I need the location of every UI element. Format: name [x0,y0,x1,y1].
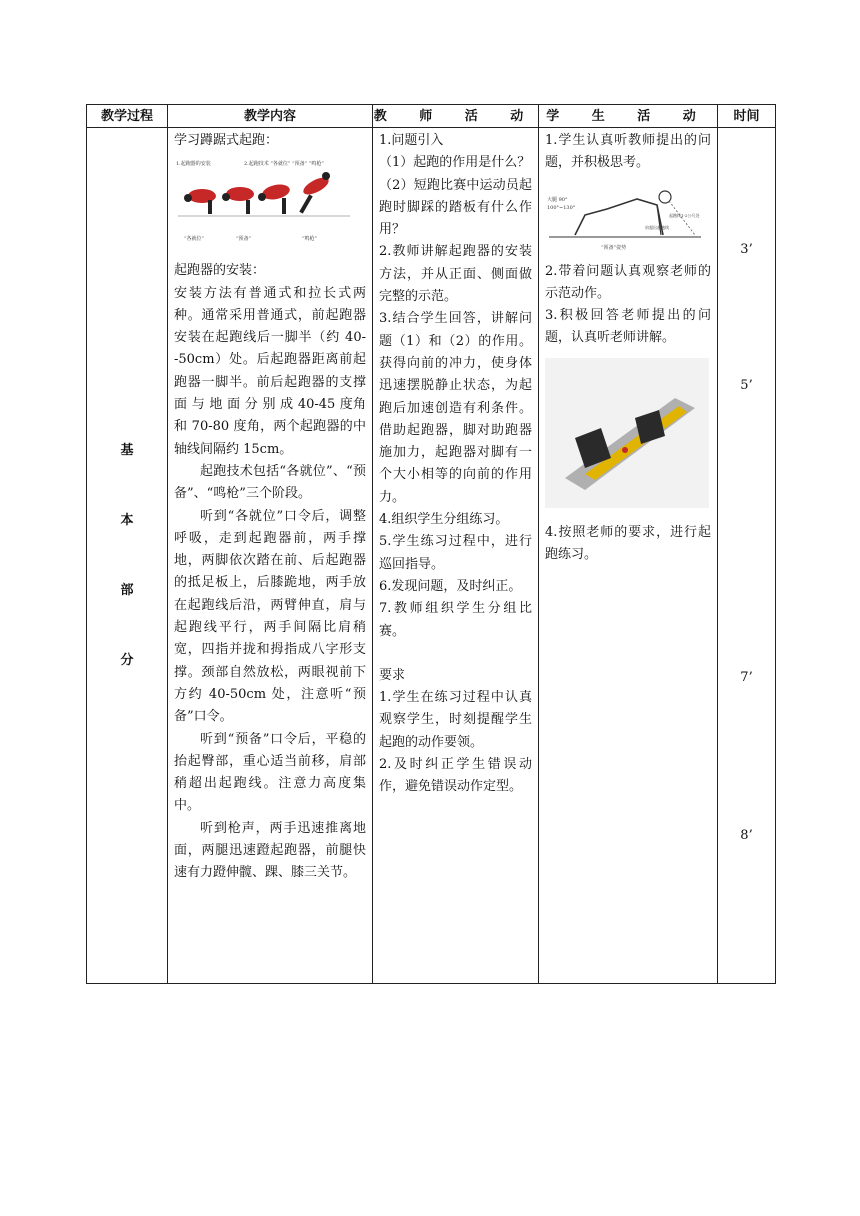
header-content: 教学内容 [168,105,373,128]
section-label [87,128,168,984]
starting-block-photo [545,358,709,508]
install-title: 起跑器的安装： [174,263,266,279]
teacher-line: 3.结合学生回答，讲解问题（1）和（2）的作用。获得向前的冲力，使身体迅速摆脱静止状态，为起跑后加速创造有利条件。借助起跑器，脚对助跑器施加力，起跑器对脚有一个大小相等的向前的作用力。 [379,311,532,505]
tech-paragraph: 听到“各就位”口令后，调整呼吸，走到起跑器前，两手撑地，两脚依次踏在前、后起跑器的抵足板上，后膝跪地，两手放在起跑线后沿，两臂伸直，肩与起跑线平行，两手间隔比肩稍宽，四指并拢和拇指成八字形支撑。颈部自然放松，两眼视前下方约 40-50cm 处，注意听“预备”口令。 [174,508,366,725]
requirements-title: 要求 [379,667,406,683]
time-value: 3’ [740,242,753,257]
fig-label: 起跑线1-2公尺处 [669,212,700,218]
tech-paragraph: 起跑技术包括“各就位”、“预备”、“鸣枪”三个阶段。 [174,463,366,502]
student-line: 3.积极回答老师提出的问题，认真听老师讲解。 [545,308,711,346]
teacher-cell [373,128,539,984]
header-time: 时间 [718,105,776,128]
tech-paragraph: 听到“预备”口令后，平稳的抬起臀部，重心适当前移，肩部稍超出起跑线。注意力高度集中。 [174,731,366,814]
student-line: 1.学生认真听教师提出的问题，并积极思考。 [545,133,711,171]
header-process: 教学过程 [87,105,168,128]
lesson-plan-table [86,104,776,984]
sprint-start-figure [174,156,354,252]
section-char: 分 [120,652,134,668]
time-value: 5’ [740,378,753,393]
time-value: 8’ [740,828,753,843]
fig-label: “预备” [236,236,252,243]
teacher-line: （1）起跑的作用是什么？ [379,155,531,171]
content-cell [168,128,373,984]
time-cell [718,128,776,984]
fig-label: 100°~130° [547,204,576,211]
header-row [87,105,776,128]
fig-label: “预备”姿势 [601,244,627,251]
teacher-line: （2）短跑比赛中运动员起跑时脚踩的踏板有什么作用？ [379,177,532,238]
fig-label: “鸣枪” [302,236,318,243]
section-char: 部 [120,582,134,598]
header-student: 学 生 活 动 [539,105,718,128]
fig-label: 大腿 90° [547,196,568,203]
fig-label: 2.起跑技术 “各就位” “预备” “鸣枪” [244,161,324,168]
student-line: 2.带着问题认真观察老师的示范动作。 [545,263,711,301]
set-position-figure [545,179,705,253]
fig-label: 1.起跑器的安装 [176,161,211,168]
student-line: 4.按照老师的要求，进行起跑练习。 [545,524,711,563]
teacher-line: 2.教师讲解起跑器的安装方法，并从正面、侧面做完整的示范。 [379,244,532,305]
header-teacher: 教 师 活 动 [373,105,539,128]
teacher-line: 7.教师组织学生分组比赛。 [379,601,532,639]
student-cell [539,128,718,984]
section-char: 基 [120,442,134,458]
requirement-line: 2.及时纠正学生错误动作，避免错误动作定型。 [379,757,532,795]
teacher-line: 1.问题引入 [379,133,444,148]
teacher-line: 6.发现问题，及时纠正。 [379,578,522,594]
body-row [87,128,776,984]
fig-label: “各就位” [184,236,205,243]
section-char: 本 [120,512,134,528]
content-intro: 学习蹲踞式起跑： [174,133,279,148]
teacher-line: 4.组织学生分组练习。 [379,512,509,528]
fig-label: 肩超出起跑线 [645,224,669,230]
tech-paragraph: 听到枪声，两手迅速推离地面，两腿迅速蹬起跑器，前腿快速有力蹬伸髋、踝、膝三关节。 [174,820,366,881]
time-value: 7’ [740,670,753,685]
install-text: 安装方法有普通式和拉长式两种。通常采用普通式，前起跑器安装在起跑线后一脚半（约 40--50cm）处。后起跑器距离前起跑器一脚半。前后起跑器的支撑面 与 地 面 分 别 成 40-45 度角和 70-80 度角，两个起跑器的中轴线间隔约 15cm。 [174,285,366,457]
requirement-line: 1.学生在练习过程中认真观察学生，时刻提醒学生起跑的动作要领。 [379,690,532,750]
teacher-line: 5.学生练习过程中，进行巡回指导。 [379,534,532,572]
